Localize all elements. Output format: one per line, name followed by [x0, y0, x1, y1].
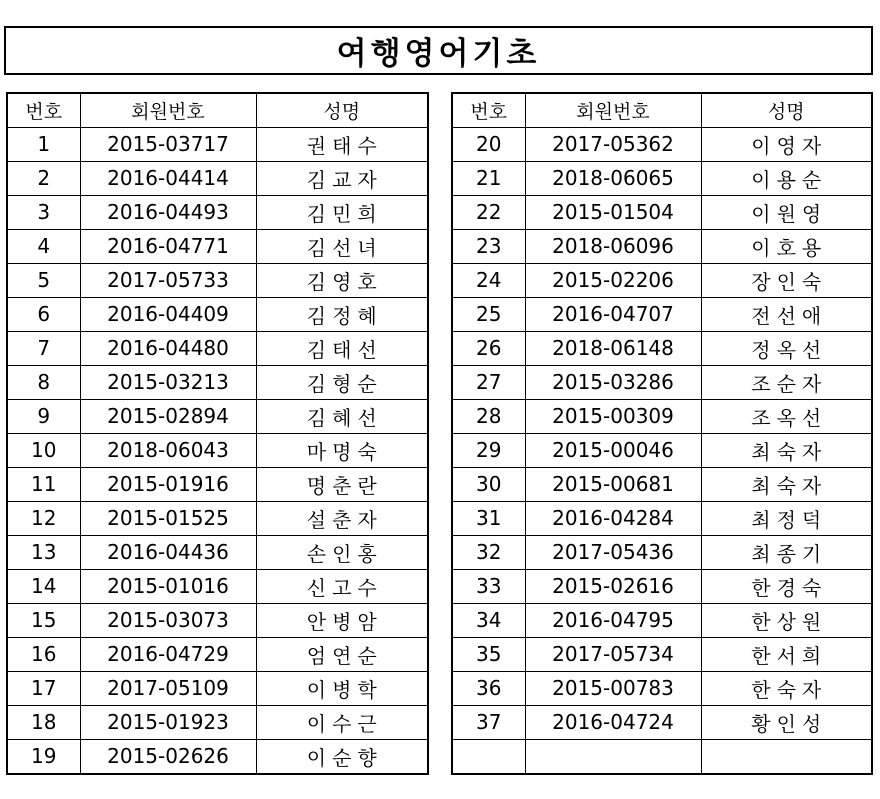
cell-no: 19	[7, 739, 80, 774]
table-row	[7, 535, 428, 569]
cell-no: 32	[452, 535, 525, 569]
header-name: 성명	[256, 93, 428, 127]
cell-name: 이병학	[256, 671, 428, 705]
cell-name: 권태수	[256, 127, 428, 161]
table-row	[452, 229, 872, 263]
header-no: 번호	[7, 93, 80, 127]
cell-no: 35	[452, 637, 525, 671]
cell-member-no: 2015-03286	[525, 365, 701, 399]
cell-name: 이순향	[256, 739, 428, 774]
cell-member-no: 2017-05733	[80, 263, 256, 297]
cell-member-no: 2017-05734	[525, 637, 701, 671]
table-row	[7, 229, 428, 263]
cell-no: 26	[452, 331, 525, 365]
cell-name: 신고수	[256, 569, 428, 603]
cell-no: 37	[452, 705, 525, 739]
table-row	[7, 297, 428, 331]
cell-no: 8	[7, 365, 80, 399]
cell-name: 김태선	[256, 331, 428, 365]
cell-no: 9	[7, 399, 80, 433]
cell-no: 36	[452, 671, 525, 705]
cell-member-no: 2015-00309	[525, 399, 701, 433]
cell-member-no: 2018-06096	[525, 229, 701, 263]
cell-no: 25	[452, 297, 525, 331]
table-row	[452, 263, 872, 297]
cell-no: 11	[7, 467, 80, 501]
cell-member-no: 2016-04771	[80, 229, 256, 263]
cell-member-no: 2016-04493	[80, 195, 256, 229]
cell-name: 조순자	[701, 365, 872, 399]
cell-member-no: 2015-03073	[80, 603, 256, 637]
table-row	[452, 297, 872, 331]
cell-no: 13	[7, 535, 80, 569]
cell-no: 24	[452, 263, 525, 297]
cell-name: 이수근	[256, 705, 428, 739]
cell-name: 김민희	[256, 195, 428, 229]
cell-name: 이용순	[701, 161, 872, 195]
roster-table-right	[451, 92, 873, 775]
table-row	[452, 365, 872, 399]
header-row	[7, 93, 428, 127]
cell-no: 22	[452, 195, 525, 229]
table-row	[7, 637, 428, 671]
table-row	[7, 501, 428, 535]
cell-name: 황인성	[701, 705, 872, 739]
table-row	[452, 399, 872, 433]
cell-name: 최종기	[701, 535, 872, 569]
cell-name: 장인숙	[701, 263, 872, 297]
cell-no: 31	[452, 501, 525, 535]
roster-table-left	[6, 92, 429, 775]
cell-member-no: 2015-01923	[80, 705, 256, 739]
cell-no: 30	[452, 467, 525, 501]
cell-member-no: 2016-04729	[80, 637, 256, 671]
cell-name: 정옥선	[701, 331, 872, 365]
table-row	[7, 263, 428, 297]
cell-no: 29	[452, 433, 525, 467]
table-row	[452, 739, 872, 774]
cell-no: 18	[7, 705, 80, 739]
cell-name: 한서희	[701, 637, 872, 671]
cell-member-no: 2015-03717	[80, 127, 256, 161]
cell-no: 12	[7, 501, 80, 535]
cell-member-no: 2016-04409	[80, 297, 256, 331]
cell-no: 16	[7, 637, 80, 671]
cell-no: 3	[7, 195, 80, 229]
cell-member-no: 2016-04795	[525, 603, 701, 637]
table-row	[7, 365, 428, 399]
cell-name: 이호용	[701, 229, 872, 263]
cell-name: 명춘란	[256, 467, 428, 501]
table-row	[452, 501, 872, 535]
cell-no: 10	[7, 433, 80, 467]
cell-no: 15	[7, 603, 80, 637]
cell-no: 1	[7, 127, 80, 161]
cell-no: 34	[452, 603, 525, 637]
cell-no: 21	[452, 161, 525, 195]
cell-no: 5	[7, 263, 80, 297]
table-row	[452, 331, 872, 365]
table-row	[452, 705, 872, 739]
cell-name: 이원영	[701, 195, 872, 229]
cell-member-no	[525, 739, 701, 774]
cell-member-no: 2018-06148	[525, 331, 701, 365]
table-row	[7, 467, 428, 501]
cell-no: 4	[7, 229, 80, 263]
cell-no: 28	[452, 399, 525, 433]
table-row	[452, 637, 872, 671]
cell-member-no: 2017-05362	[525, 127, 701, 161]
table-row	[7, 569, 428, 603]
table-row	[7, 161, 428, 195]
cell-name: 조옥선	[701, 399, 872, 433]
cell-member-no: 2016-04436	[80, 535, 256, 569]
table-row	[7, 739, 428, 774]
cell-name: 설춘자	[256, 501, 428, 535]
table-row	[7, 433, 428, 467]
table-row	[7, 603, 428, 637]
cell-name: 김정혜	[256, 297, 428, 331]
cell-name: 마명숙	[256, 433, 428, 467]
cell-member-no: 2016-04724	[525, 705, 701, 739]
table-row	[7, 399, 428, 433]
cell-name: 최숙자	[701, 467, 872, 501]
cell-member-no: 2015-03213	[80, 365, 256, 399]
table-row	[452, 535, 872, 569]
table-row	[7, 331, 428, 365]
table-row	[452, 161, 872, 195]
cell-name: 안병암	[256, 603, 428, 637]
cell-name: 한상원	[701, 603, 872, 637]
cell-member-no: 2016-04480	[80, 331, 256, 365]
table-row	[452, 127, 872, 161]
table-row	[7, 127, 428, 161]
cell-name: 엄연순	[256, 637, 428, 671]
cell-name: 한경숙	[701, 569, 872, 603]
cell-no: 7	[7, 331, 80, 365]
header-no: 번호	[452, 93, 525, 127]
cell-name: 김혜선	[256, 399, 428, 433]
cell-member-no: 2015-02626	[80, 739, 256, 774]
cell-member-no: 2016-04414	[80, 161, 256, 195]
cell-name: 전선애	[701, 297, 872, 331]
cell-member-no: 2015-01916	[80, 467, 256, 501]
cell-name: 김선녀	[256, 229, 428, 263]
page-title: 여행영어기초	[4, 26, 873, 75]
table-row	[7, 705, 428, 739]
table-row	[7, 671, 428, 705]
cell-name: 최숙자	[701, 433, 872, 467]
cell-no: 20	[452, 127, 525, 161]
cell-no: 27	[452, 365, 525, 399]
table-row	[452, 195, 872, 229]
cell-member-no: 2017-05436	[525, 535, 701, 569]
header-row	[452, 93, 872, 127]
cell-no: 14	[7, 569, 80, 603]
cell-no: 17	[7, 671, 80, 705]
cell-member-no: 2015-01504	[525, 195, 701, 229]
cell-no	[452, 739, 525, 774]
cell-no: 2	[7, 161, 80, 195]
cell-member-no: 2015-00783	[525, 671, 701, 705]
cell-name: 손인홍	[256, 535, 428, 569]
cell-member-no: 2016-04707	[525, 297, 701, 331]
header-name: 성명	[701, 93, 872, 127]
cell-member-no: 2017-05109	[80, 671, 256, 705]
cell-member-no: 2015-01016	[80, 569, 256, 603]
cell-member-no: 2015-00046	[525, 433, 701, 467]
table-row	[452, 603, 872, 637]
cell-no: 33	[452, 569, 525, 603]
cell-name: 김영호	[256, 263, 428, 297]
table-row	[452, 569, 872, 603]
cell-no: 23	[452, 229, 525, 263]
cell-member-no: 2015-02206	[525, 263, 701, 297]
header-member-no: 회원번호	[525, 93, 701, 127]
cell-member-no: 2015-00681	[525, 467, 701, 501]
cell-name: 김교자	[256, 161, 428, 195]
cell-member-no: 2018-06043	[80, 433, 256, 467]
cell-no: 6	[7, 297, 80, 331]
table-row	[7, 195, 428, 229]
cell-name	[701, 739, 872, 774]
cell-member-no: 2015-02616	[525, 569, 701, 603]
cell-member-no: 2016-04284	[525, 501, 701, 535]
cell-name: 한숙자	[701, 671, 872, 705]
cell-member-no: 2015-02894	[80, 399, 256, 433]
table-row	[452, 433, 872, 467]
cell-name: 최정덕	[701, 501, 872, 535]
table-row	[452, 671, 872, 705]
cell-member-no: 2018-06065	[525, 161, 701, 195]
cell-name: 이영자	[701, 127, 872, 161]
table-row	[452, 467, 872, 501]
cell-member-no: 2015-01525	[80, 501, 256, 535]
cell-name: 김형순	[256, 365, 428, 399]
header-member-no: 회원번호	[80, 93, 256, 127]
